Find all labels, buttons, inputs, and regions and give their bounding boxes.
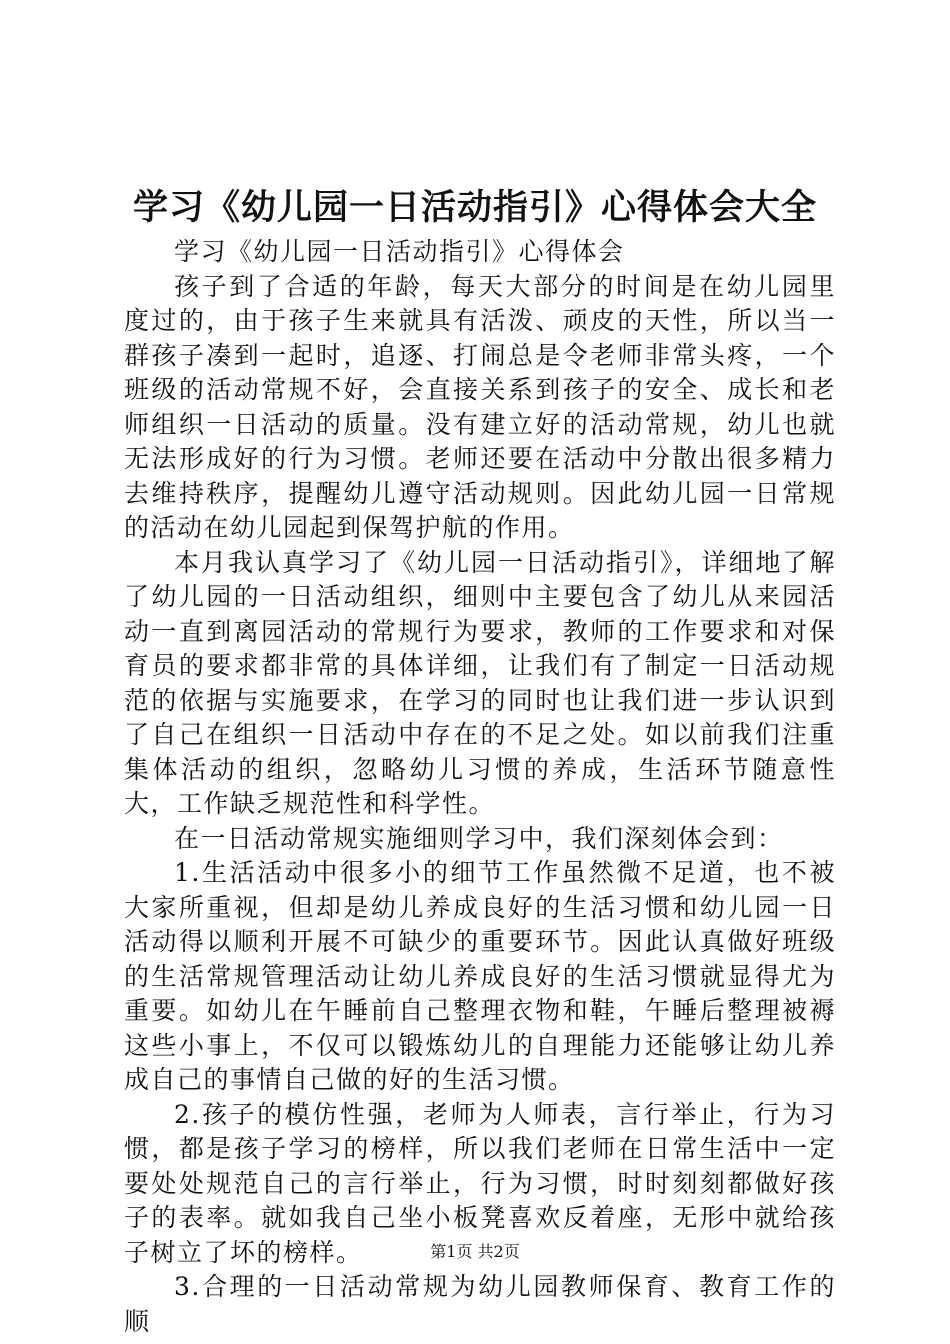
paragraph: 在一日活动常规实施细则学习中，我们深刻体会到：	[174, 823, 784, 853]
paragraph: 1.生活活动中很多小的细节工作虽然微不足道，也不被大家所重视，但却是幼儿养成良好的生活习惯和幼儿园一日活动得以顺利开展不可缺少的重要环节。因此认真做好班级的生活常规管理活动让幼儿养成良好的生活习惯就显得尤为重要。如幼儿在午睡前自己整理衣物和鞋，午睡后整理被褥这些小事上，不仅可以锻炼幼儿的自理能力还能够让幼儿养成自己的事情自己做的好的生活习惯。	[124, 858, 836, 1094]
document-body	[124, 235, 836, 1339]
page-footer: 第1页 共2页	[430, 1242, 520, 1261]
paragraph: 2.孩子的模仿性强，老师为人师表，言行举止，行为习惯，都是孩子学习的榜样，所以我们老师在日常生活中一定要处处规范自己的言行举止，行为习惯，时时刻刻都做好孩子的表率。就如我自己坐小板凳喜欢反着座，无形中就给孩子树立了坏的榜样。	[124, 1099, 836, 1267]
paragraph: 本月我认真学习了《幼儿园一日活动指引》，详细地了解了幼儿园的一日活动组织，细则中主要包含了幼儿从来园活动一直到离园活动的常规行为要求，教师的工作要求和对保育员的要求都非常的具体详细，让我们有了制定一日活动规范的依据与实施要求，在学习的同时也让我们进一步认识到了自己在组织一日活动中存在的不足之处。如以前我们注重集体活动的组织，忽略幼儿习惯的养成，生活环节随意性大，工作缺乏规范性和科学性。	[124, 547, 836, 818]
paragraph: 3.合理的一日活动常规为幼儿园教师保育、教育工作的顺	[124, 1272, 836, 1336]
paragraph: 孩子到了合适的年龄，每天大部分的时间是在幼儿园里度过的，由于孩子生来就具有活泼、顽皮的天性，所以当一群孩子凑到一起时，追逐、打闹总是令老师非常头疼，一个班级的活动常规不好，会直接关系到孩子的安全、成长和老师组织一日活动的质量。没有建立好的活动常规，幼儿也就无法形成好的行为习惯。老师还要在活动中分散出很多精力去维持秩序，提醒幼儿遵守活动规则。因此幼儿园一日常规的活动在幼儿园起到保驾护航的作用。	[124, 271, 836, 542]
subtitle-line: 学习《幼儿园一日活动指引》心得体会	[174, 237, 625, 266]
page-title: 学习《幼儿园一日活动指引》心得体会大全	[132, 187, 817, 228]
